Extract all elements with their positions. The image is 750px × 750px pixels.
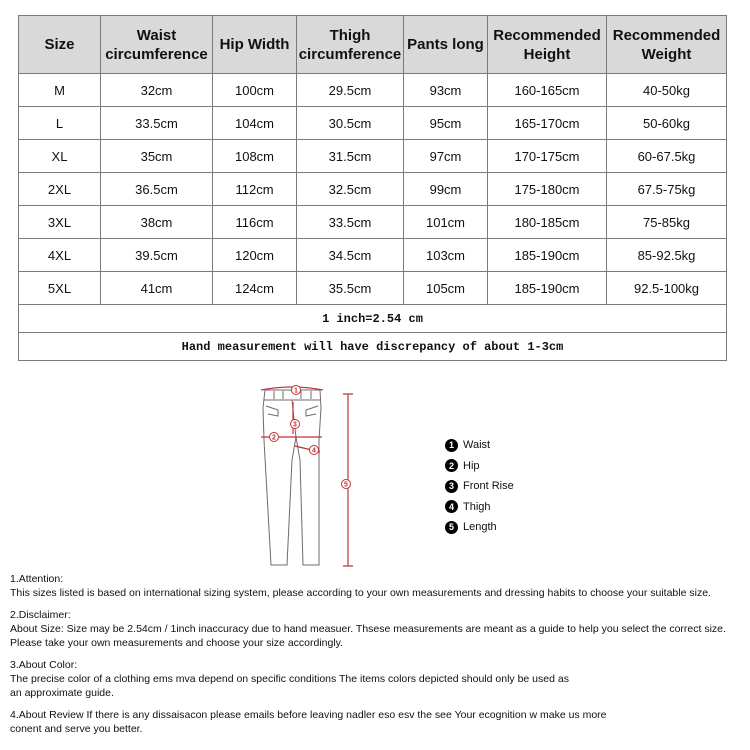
table-cell: 99cm [404,173,488,206]
table-cell: 60-67.5kg [607,140,727,173]
legend-label: Hip [463,459,480,472]
legend-number-badge: 2 [445,459,458,472]
size-chart-table [18,15,727,361]
table-cell: 185-190cm [488,239,607,272]
table-row [19,140,727,173]
note-title: 1.Attention: [10,573,64,585]
note-block [10,572,745,600]
table-cell: 32.5cm [297,173,404,206]
table-cell: 4XL [19,239,101,272]
table-cell: 105cm [404,272,488,305]
table-cell: 170-175cm [488,140,607,173]
table-cell: 31.5cm [297,140,404,173]
legend-label: Waist [463,439,491,452]
table-cell: 2XL [19,173,101,206]
note-hand-measurement: Hand measurement will have discrepancy of about 1-3cm [19,333,727,361]
notes-section [10,572,745,744]
header-hip: Hip Width [213,16,297,74]
pants-measurement-diagram [240,380,370,570]
table-cell: 100cm [213,74,297,107]
table-cell: 108cm [213,140,297,173]
table-cell: 85-92.5kg [607,239,727,272]
legend-number-badge: 3 [445,480,458,493]
diagram-marker-number: 2 [272,434,276,442]
table-cell: 35cm [101,140,213,173]
table-cell: 75-85kg [607,206,727,239]
note-block [10,608,745,650]
note-block [10,708,745,736]
table-cell: 180-185cm [488,206,607,239]
note-title: 2.Disclaimer: [10,609,71,621]
legend-item [445,456,514,477]
table-cell: 38cm [101,206,213,239]
note-hand-row [19,333,727,361]
note-line: About Size: Size may be 2.54cm / 1inch inaccuracy due to hand measuer. Thsese measurements are meant as a guide to help you select the correct size. [10,623,726,635]
table-cell: 124cm [213,272,297,305]
diagram-marker-number: 5 [344,481,348,489]
legend-label: Thigh [463,500,491,513]
diagram-marker-number: 3 [293,421,297,429]
measurement-legend [445,435,514,538]
note-block [10,658,745,700]
legend-number-badge: 5 [445,521,458,534]
table-cell: 185-190cm [488,272,607,305]
table-cell: 50-60kg [607,107,727,140]
table-cell: 30.5cm [297,107,404,140]
table-cell: 165-170cm [488,107,607,140]
note-line: 4.About Review If there is any dissaisacon please emails before leaving nadler eso esv the see Your ecognition w make us more [10,709,607,721]
table-cell: M [19,74,101,107]
table-cell: 104cm [213,107,297,140]
table-cell: 39.5cm [101,239,213,272]
table-row [19,74,727,107]
legend-item [445,517,514,538]
table-cell: 160-165cm [488,74,607,107]
legend-label: Length [463,521,497,534]
header-pants-long: Pants long [404,16,488,74]
header-weight: Recommended Weight [607,16,727,74]
legend-number-badge: 1 [445,439,458,452]
table-cell: 92.5-100kg [607,272,727,305]
table-cell: 3XL [19,206,101,239]
table-cell: 103cm [404,239,488,272]
table-cell: 29.5cm [297,74,404,107]
diagram-marker-number: 1 [294,387,298,395]
table-row [19,206,727,239]
table-cell: 112cm [213,173,297,206]
note-inch-row [19,305,727,333]
diagram-marker-number: 4 [312,447,316,455]
note-line: This sizes listed is based on international sizing system, please according to your own measurements and dressing habits to choose your suitable size. [10,587,711,599]
table-cell: 34.5cm [297,239,404,272]
table-row [19,272,727,305]
table-cell: 33.5cm [297,206,404,239]
pants-outline [263,390,321,565]
note-line: conent and serve you better. [10,723,143,735]
table-row [19,107,727,140]
table-cell: 116cm [213,206,297,239]
table-cell: L [19,107,101,140]
note-inch: 1 inch=2.54 cm [19,305,727,333]
legend-label: Front Rise [463,480,514,493]
table-cell: 33.5cm [101,107,213,140]
header-thigh: Thigh circumference [297,16,404,74]
header-waist: Waist circumference [101,16,213,74]
table-cell: 120cm [213,239,297,272]
table-cell: 36.5cm [101,173,213,206]
table-cell: 35.5cm [297,272,404,305]
table-cell: 101cm [404,206,488,239]
table-cell: 40-50kg [607,74,727,107]
table-cell: 5XL [19,272,101,305]
table-row [19,239,727,272]
table-cell: 41cm [101,272,213,305]
note-line: Please take your own measurements and choose your size accordingly. [10,637,344,649]
table-cell: XL [19,140,101,173]
table-header-row [19,16,727,74]
table-cell: 67.5-75kg [607,173,727,206]
legend-number-badge: 4 [445,500,458,513]
table-cell: 32cm [101,74,213,107]
legend-item [445,435,514,456]
table-cell: 175-180cm [488,173,607,206]
note-line: an approximate guide. [10,687,114,699]
table-row [19,173,727,206]
table-cell: 95cm [404,107,488,140]
legend-item [445,476,514,497]
header-height: Recommended Height [488,16,607,74]
table-cell: 93cm [404,74,488,107]
header-size: Size [19,16,101,74]
note-line: The precise color of a clothing ems mva depend on specific conditions The items colors depicted should only be used as [10,673,569,685]
legend-item [445,497,514,518]
table-cell: 97cm [404,140,488,173]
note-title: 3.About Color: [10,659,78,671]
